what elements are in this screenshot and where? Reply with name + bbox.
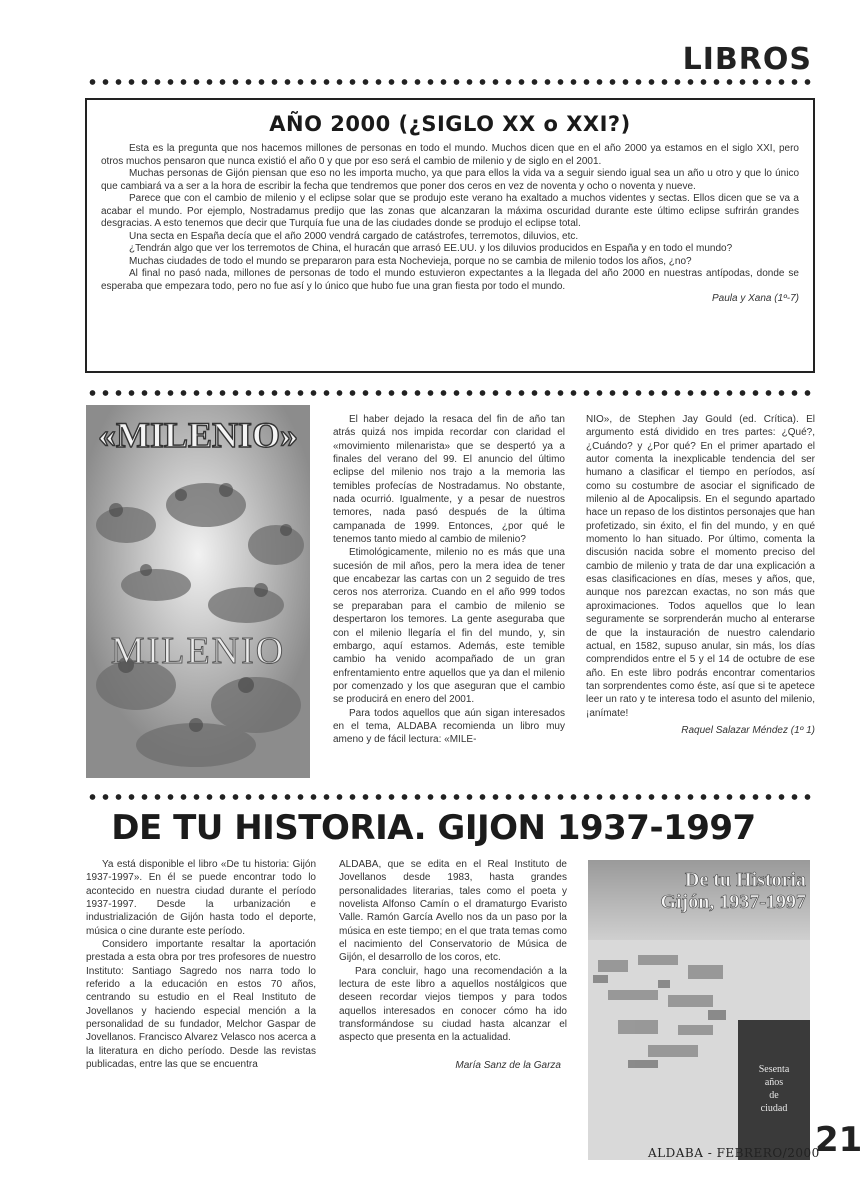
book-cover-gijon <box>588 860 810 1160</box>
article-signature: Raquel Salazar Méndez (1º 1) <box>681 724 815 736</box>
page-number: 21 <box>815 1120 863 1160</box>
article-column <box>333 413 565 747</box>
article-box-ano-2000 <box>85 98 815 373</box>
paragraph: Ya está disponible el libro «De tu historia: Gijón 1937-1997». En él se puede encontrar todo lo acontecido en nuestra ciudad durante el período 1937-1997. Desde la urbanización e industrialización de Gijón hasta todo el deporte, música o cine durante este período. <box>86 859 316 937</box>
article-signature: María Sanz de la Garza <box>455 1059 561 1071</box>
section-label: LIBROS <box>682 42 812 77</box>
paragraph: El haber dejado la resaca del fin de año tan atrás quizá nos impida recordar con claridad el «movimiento milenarista» que se despertó ya a finales del verano del 99. El anuncio del último eclipse del milenio nos trajo a la memoria las temibles profecías de Nostradamus. No obstante, nada ocurrió. Igualmente, y a pesar de nuestros temores, nada pasó después de la última campanada de 1999. Entonces, ¿por qué le tenemos tanto miedo al cambio de milenio? <box>333 414 565 546</box>
article-title: DE TU HISTORIA. GIJON 1937-1997 <box>111 808 756 848</box>
paragraph: Al final no pasó nada, millones de personas de todo el mundo estuvieron expectantes a la llegada del año 2000 en nuestras antípodas, donde se esperaba que empezara todo, pero no fue así y lo único que hubo fue una gran fiesta por todo el mundo. <box>101 268 799 292</box>
paragraph: Para concluir, hago una recomendación a la lectura de este libro a aquellos nostálgicos que deseen recordar viejos tiempos y para todos aquellos interesados en conocer cómo ha ido transformándose su ciudad hasta alcanzar el aspecto que presenta en la actualidad. <box>339 965 567 1044</box>
fresco-illustration <box>86 405 310 778</box>
article-body <box>101 143 799 306</box>
cover-title-line1: De tu Historia <box>684 869 806 891</box>
paragraph: Muchas ciudades de todo el mundo se prepararon para esta Nochevieja, porque no se cambia de milenio todos los años, ¿no? <box>129 255 692 267</box>
article-title: AÑO 2000 (¿SIGLO XX o XXI?) <box>269 112 631 136</box>
paragraph: Parece que con el cambio de milenio y el eclipse solar que se produjo este verano ha exaltado a muchos videntes y sectas. Ellos dicen que se va a acabar el mundo. Por ejemplo, Nostradamus predijo que las zonas que alcanzaran la máxima oscuridad durante este último eclipse sufrirán grandes desgracias. A esto tenemos que decir que Turquía fue una de las ciudades donde se produjo el eclipse total. <box>101 193 799 229</box>
book-cover-milenio <box>86 405 310 778</box>
dotted-divider <box>86 793 816 801</box>
cover-sub-line: de <box>769 1090 779 1101</box>
paragraph: ALDABA, que se edita en el Real Instituto de Jovellanos desde 1983, hasta grandes personalidades literarias, tales como el poeta y novelista Alfonso Camín o el dramaturgo Evaristo Valle. Ramón García Avello nos da un paso por la música en este tiempo; en el que trata temas como el nacimiento del Conservatorio de Música de Gijón, el desarrollo de los coros, etc. <box>339 859 567 964</box>
paragraph: Considero importante resaltar la aportación prestada a esta obra por tres profesores de nuestro Instituto: Santiago Sagredo nos narra todo lo referido a la educación en estos 70 años, centrando su estudio en el Real Instituto de Jovellanos y haciendo especial mención a la personalidad de su fundador, Melchor Gaspar de Jovellanos. Francisco Alvarez Velasco nos acerca a la literatura en dicho período. Desde las revistas publicadas, entre las que se encuentra <box>86 939 316 1071</box>
paragraph: Una secta en España decía que el año 2000 vendrá cargado de catástrofes, terremotos, diluvios, etc. <box>129 230 579 242</box>
cover-title-line2: Gijón, 1937-1997 <box>660 891 806 913</box>
aerial-city-photo <box>588 860 810 1160</box>
footer-publication: ALDABA - FEBRERO/2000 <box>648 1146 820 1160</box>
article-signature: Paula y Xana (1º-7) <box>711 293 799 304</box>
paragraph: Muchas personas de Gijón piensan que eso no les importa mucho, ya que para ellos la vida va a seguir siendo igual sea un año u otro y que lo único que cambiará va a ser a la hora de escribir la fecha que tendremos que poner dos ceros en vez de noventa y ocho o noventa y nueve. <box>101 168 799 192</box>
paragraph: NIO», de Stephen Jay Gould (ed. Crítica). El argumento está dividido en tres partes: ¿Qué?, ¿Cuándo? y ¿Por qué? En el primer apartado el autor comenta la inexplicable tendencia del ser humano a clasificar el tiempo en períodos, así como su costumbre de asociar el significado de milenio al de Apocalipsis. En el segundo apartado hace un repaso de los distintos personajes que han profetizado, sin éxito, el fin del mundo, y en qué momento lo han situado. Por último, comenta la discusión nacida sobre el momento preciso del cambio de milenio y trata de dar una explicación a esas clasificaciones en días, meses y años, que, aunque nos parezcan exactas, no son más que aproximaciones. Todos aquellos que lo lean seguramente se sorprenderán mucho al enterarse de que la instauración de nuestro calendario actual, en 1582, supuso anular, sin más, los días comprendidos entre el 5 y el 14 de octubre de ese año. En este libro podrás encontrar comentarios tan sorprendentes como éste, así que si te apetece leer un rato y te interesa todo el asunto del milenio, ¡anímate! <box>586 414 815 719</box>
cover-subtitle: MILENIO <box>110 630 286 672</box>
article-column <box>586 413 815 737</box>
cover-sub-line: Sesenta <box>758 1064 790 1075</box>
paragraph: Etimológicamente, milenio no es más que una sucesión de mil años, pero la mera idea de tener que encabezar las cartas con un 2 seguido de tres ceros nos aterroriza. Cuando en el año 999 todos se preparaban para el cambio de milenio se despertaron los temores. La gente aseguraba que con el milenio llegaría el fin del mundo, y, sin embargo, aquí estamos. Además, este temible cambio ha venido acompañado de un gran enfrentamiento entre aquellos que ya dan el milenio por comenzado y los que aseguran que el cambio se producirá en enero del 2001. <box>333 547 565 706</box>
cover-sub-line: años <box>764 1077 784 1088</box>
dotted-divider <box>86 78 816 86</box>
article-column <box>86 858 316 1072</box>
paragraph: ¿Tendrán algo que ver los terremotos de China, el huracán que arrasó EE.UU. y los diluvios producidos en España y en todo el mundo? <box>129 243 733 254</box>
cover-sub-line: ciudad <box>760 1103 788 1114</box>
paragraph: Para todos aquellos que aún sigan interesados en el tema, ALDABA recomienda un libro muy ameno y de fácil lectura: «MILE- <box>333 707 565 746</box>
article-column <box>339 858 567 1072</box>
dotted-divider <box>86 389 816 397</box>
paragraph: Esta es la pregunta que nos hacemos millones de personas en todo el mundo. Muchos dicen que en el año 2000 ya estamos en el siglo XXI, pero otros muchos pensaron que nunca existió el año 0 y que por eso será el cambio de milenio y de siglo en el 2001. <box>101 143 799 167</box>
cover-title: «MILENIO» <box>97 415 299 455</box>
